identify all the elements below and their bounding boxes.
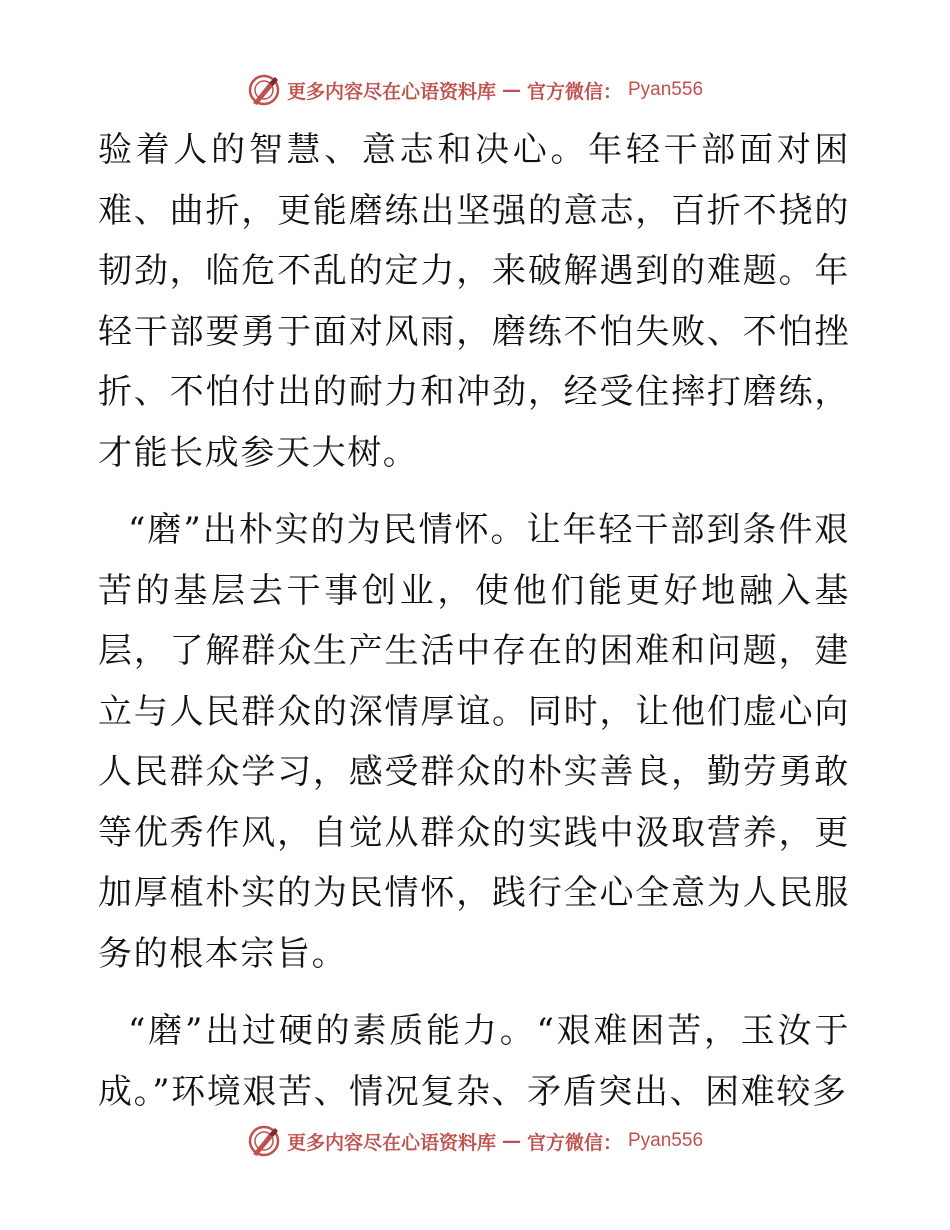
watermark-handle: Pyan556 — [628, 1130, 704, 1151]
pen-logo-icon — [247, 73, 281, 107]
watermark-wechat-label: 官方微信： — [526, 80, 622, 103]
header-watermark — [0, 70, 950, 110]
watermark-text: 更多内容尽在心语资料库 — [286, 80, 496, 103]
paragraph-3: “磨”出过硬的素质能力。“艰难困苦，玉汝于成。”环境艰苦、情况复杂、矛盾突出、困难较多 — [98, 1011, 850, 1112]
watermark-text: 更多内容尽在心语资料库 — [286, 1131, 496, 1154]
document-body — [98, 120, 850, 1139]
watermark-handle: Pyan556 — [628, 79, 704, 100]
paragraph-1: 验着人的智慧、意志和决心。年轻干部面对困难、曲折，更能磨练出坚强的意志，百折不挠的韧劲，临危不乱的定力，来破解遇到的难题。年轻干部要勇于面对风雨，磨练不怕失败、不怕挫折、不怕付出的耐力和冲劲，经受住摔打磨练，才能长成参天大树。 — [98, 130, 850, 473]
footer-watermark — [0, 1121, 950, 1161]
watermark-wechat-label: 官方微信： — [526, 1131, 622, 1154]
pen-logo-icon — [247, 1124, 281, 1158]
watermark-separator: — — [501, 79, 521, 101]
watermark-separator: — — [501, 1130, 521, 1152]
paragraph-2: “磨”出朴实的为民情怀。让年轻干部到条件艰苦的基层去干事创业，使他们能更好地融入基层，了解群众生产生活中存在的困难和问题，建立与人民群众的深情厚谊。同时，让他们虚心向人民群众学习，感受群众的朴实善良，勤劳勇敢等优秀作风，自觉从群众的实践中汲取营养，更加厚植朴实的为民情怀，践行全心全意为人民服务的根本宗旨。 — [98, 510, 850, 974]
